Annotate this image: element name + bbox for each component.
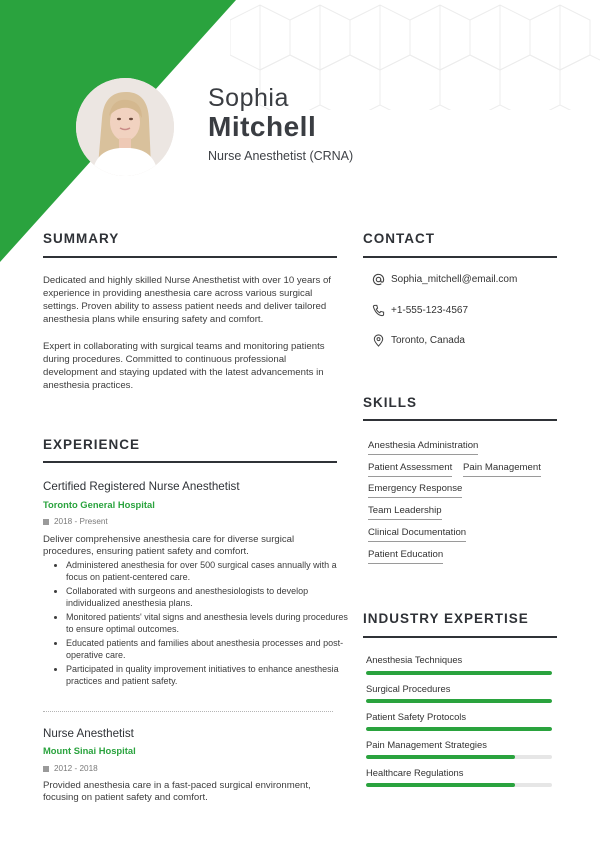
list-item: • Monitored patients' vital signs and anesthesia levels during procedures to ensure optimal outcomes.: [66, 612, 356, 635]
industry-expertise-heading: INDUSTRY EXPERTISE: [363, 611, 529, 626]
job-separator: [43, 711, 333, 712]
job-1-dates: [43, 517, 108, 526]
skills-heading: SKILLS: [363, 395, 418, 410]
contact-email-text: Sophia_mitchell@email.com: [391, 274, 518, 285]
experience-heading: EXPERIENCE: [43, 437, 141, 452]
skill-tag: Emergency Response: [368, 483, 462, 498]
expertise-bar-fill: [366, 755, 515, 759]
expertise-bar-fill: [366, 671, 552, 675]
job-2-dates: [43, 764, 98, 773]
skill-tag: Patient Assessment: [368, 462, 452, 477]
contact-location-text: Toronto, Canada: [391, 335, 465, 346]
job-2-company: Mount Sinai Hospital: [43, 745, 136, 756]
skill-tag: Pain Management: [463, 462, 541, 477]
expertise-bar: [366, 671, 552, 675]
job-2-title: Nurse Anesthetist: [43, 727, 134, 740]
summary-heading: SUMMARY: [43, 231, 120, 246]
at-icon: [372, 273, 385, 286]
list-item: • Participated in quality improvement initiatives to enhance anesthesia practices and patient safety.: [66, 664, 356, 687]
job-1-description: Deliver comprehensive anesthesia care for diverse surgical procedures, ensuring patient safety and comfort.: [43, 534, 295, 557]
first-name: Sophia: [208, 84, 289, 112]
expertise-label: Healthcare Regulations: [366, 767, 464, 778]
expertise-bar: [366, 755, 552, 759]
list-item: • Collaborated with surgeons and anesthesiologists to develop individualized anesthesia plans.: [66, 586, 356, 609]
list-item: • Administered anesthesia for over 500 surgical cases annually with a focus on patient-centered care.: [66, 560, 356, 583]
contact-phone[interactable]: [372, 304, 468, 317]
contact-divider: [363, 256, 557, 258]
expertise-bar: [366, 727, 552, 731]
summary-paragraph-2: Expert in collaborating with surgical teams and monitoring patients during procedures. Committed to continuous professional development and staying updated with the latest advancements in anesthesia practices.: [43, 341, 325, 391]
calendar-icon: [43, 766, 49, 772]
skill-tag: Anesthesia Administration: [368, 440, 478, 455]
contact-heading: CONTACT: [363, 231, 435, 246]
skill-tag: Patient Education: [368, 549, 443, 564]
job-1-title: Certified Registered Nurse Anesthetist: [43, 480, 240, 493]
job-1-company: Toronto General Hospital: [43, 499, 155, 510]
expertise-label: Anesthesia Techniques: [366, 654, 463, 665]
experience-divider: [43, 461, 337, 463]
industry-expertise-divider: [363, 636, 557, 638]
phone-icon: [372, 304, 385, 317]
summary-paragraph-1: Dedicated and highly skilled Nurse Anesthetist with over 10 years of experience in providing anesthesia care across various surgical settings. Proven ability to assess patient needs and deliver tailored anesthesia plans while ensuring safety and comfort.: [43, 275, 331, 325]
expertise-label: Patient Safety Protocols: [366, 711, 467, 722]
expertise-bar-fill: [366, 783, 515, 787]
contact-location: [372, 334, 465, 347]
expertise-label: Pain Management Strategies: [366, 739, 487, 750]
list-item: • Educated patients and families about anesthesia processes and post-operative care.: [66, 638, 356, 661]
job-2-description: Provided anesthesia care in a fast-paced surgical environment, focusing on patient safety and comfort.: [43, 780, 311, 803]
summary-divider: [43, 256, 337, 258]
calendar-icon: [43, 519, 49, 525]
expertise-bar: [366, 783, 552, 787]
expertise-bar-fill: [366, 727, 552, 731]
skills-divider: [363, 419, 557, 421]
skill-tag: Clinical Documentation: [368, 527, 466, 542]
profile-photo: [76, 78, 174, 176]
job-1-bullets: [52, 560, 356, 690]
contact-phone-text: +1-555-123-4567: [391, 305, 469, 316]
last-name: Mitchell: [208, 111, 317, 142]
job-1-dates-text: 2018 - Present: [54, 517, 108, 526]
expertise-bar: [366, 699, 552, 703]
location-pin-icon: [372, 334, 385, 347]
expertise-bar-fill: [366, 699, 552, 703]
skill-tag: Team Leadership: [368, 505, 442, 520]
job-title: Nurse Anesthetist (CRNA): [208, 149, 354, 163]
job-2-dates-text: 2012 - 2018: [54, 764, 98, 773]
expertise-label: Surgical Procedures: [366, 683, 451, 694]
contact-email[interactable]: [372, 273, 517, 286]
